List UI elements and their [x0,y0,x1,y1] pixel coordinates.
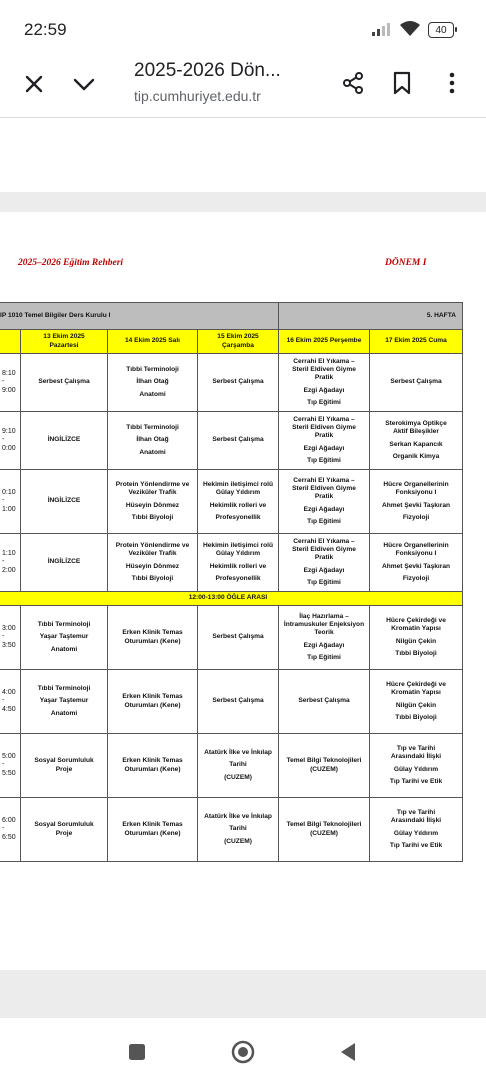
status-bar [0,0,486,58]
schedule-cell-mon [21,412,108,470]
cell-line: Hücre Organellerinin [383,481,449,489]
cell-line: Serbest Çalışma [212,378,264,386]
cell-line: Erken Klinik Temas [122,757,183,765]
cell-line: Fizyoloji [402,574,430,582]
schedule-row [0,734,463,798]
schedule-cell-fri [370,354,463,412]
cell-line: Sosyal Sorumluluk [34,757,94,765]
cell-line: Gülay Yıldırım [393,829,439,837]
cell-line: Ezgi Ağadayı [303,641,345,649]
cell-line: Ezgi Ağadayı [303,444,345,452]
schedule-cell-fri [370,606,463,670]
schedule-cell-wed [198,734,279,798]
schedule-cell-thu [279,534,370,592]
schedule-cell-tue [108,470,198,534]
cell-line: Fonksiyonu I [395,489,437,497]
cell-line: Oturumları (Kene) [124,637,181,645]
cell-line: Sterokimya Optikçe [385,420,447,428]
cell-line: Pratik [314,554,334,562]
cell-line: Serkan Kapancık [389,440,443,448]
cell-line: Kromatin Yapısı [391,625,441,633]
week-label: 5. HAFTA [279,303,463,330]
lunch-label: 12:00-13:00 ÖĞLE ARASI [0,592,463,606]
cell-line: Profesyonellik [215,574,261,582]
cell-line: Tıp ve Tarihi [396,809,436,817]
cell-line: Cerrahi El Yıkama – [293,416,355,424]
schedule-row [0,412,463,470]
cell-line: Serbest Çalışma [212,633,264,641]
page-title: 2025-2026 Dön... [134,60,281,81]
cell-line: Protein Yönlendirme ve [115,481,190,489]
cell-line: Hücre Çekirdeği ve [386,617,446,625]
cell-line: Steril Eldiven Giyme [292,424,356,432]
schedule-cell-thu [279,354,370,412]
cell-line: Ahmet Şevki Taşkıran [381,562,451,570]
cell-line: (CUZEM) [224,837,252,845]
cell-line: İNGİLİZCE [47,558,81,566]
time-slot: 4:00 - 4:50 [0,670,21,734]
schedule-cell-thu [279,606,370,670]
cell-line: Serbest Çalışma [298,697,350,705]
cell-line: Pratik [314,493,334,501]
cell-line: Steril Eldiven Giyme [292,546,356,554]
schedule-row [0,670,463,734]
cell-line: Ahmet Şevki Taşkıran [381,501,451,509]
cell-line: Sosyal Sorumluluk [34,821,94,829]
cell-line: İlaç Hazırlama – [299,613,349,621]
page-url[interactable]: tip.cumhuriyet.edu.tr [134,88,261,104]
schedule-cell-fri [370,534,463,592]
cell-line: Hüseyin Dönmez [125,501,180,509]
cell-line: Anatomi [50,645,78,653]
cell-line: Tıbbi Biyoloji [395,713,437,721]
cell-line: Pratik [314,374,334,382]
time-slot: 5:00 - 5:50 [0,734,21,798]
cell-line: Hekimlik rolleri ve [209,501,267,509]
cellular-signal-icon [372,22,394,36]
day-header-thu: 16 Ekim 2025 Perşembe [279,330,370,354]
cell-line: Kromatin Yapısı [391,689,441,697]
cell-line: Gülay Yıldırım [393,765,439,773]
wifi-icon [399,20,421,37]
cell-line: Serbest Çalışma [212,436,264,444]
day-header-row [0,330,463,354]
schedule-cell-thu [279,670,370,734]
schedule-cell-fri [370,734,463,798]
cell-line: (CUZEM) [224,773,252,781]
schedule-cell-mon [21,798,108,862]
cell-line: Veziküler Trafik [128,550,177,558]
cell-line: İntramuskuler Enjeksiyon [283,621,365,629]
cell-line: Erken Klinik Temas [122,821,183,829]
cell-line: Tıp Eğitimi [307,653,341,661]
cell-line: Tıbbi Biyoloji [131,513,174,521]
schedule-cell-thu [279,470,370,534]
cell-line: Tıp ve Tarihi [396,745,436,753]
cell-line: Proje [55,765,73,773]
battery-tip [455,27,457,32]
share-icon[interactable] [338,68,368,98]
schedule-row [0,354,463,412]
cell-line: Hekimin iletişimci rolü [203,481,273,489]
cell-line: (CUZEM) [310,829,338,837]
cell-line: Hücre Organellerinin [383,542,449,550]
cell-line: Profesyonellik [215,513,261,521]
guide-title: 2025–2026 Eğitim Rehberi [18,258,124,268]
cell-line: Temel Bilgi Teknolojileri [286,757,362,765]
cell-line: Pratik [314,432,334,440]
status-clock: 22:59 [24,20,67,39]
schedule-cell-tue [108,670,198,734]
cell-line: Tıp Tarihi ve Etik [389,841,443,849]
day-header-mon: 13 Ekim 2025 Pazartesi [21,330,108,354]
bookmark-icon[interactable] [388,68,416,98]
cell-line: Tarihi [229,825,247,833]
cell-line: Hekimin iletişimci rolü [203,542,273,550]
schedule-cell-tue [108,534,198,592]
schedule-cell-mon [21,606,108,670]
cell-line: Steril Eldiven Giyme [292,485,356,493]
schedule-cell-tue [108,606,198,670]
more-vert-icon[interactable] [440,68,464,98]
schedule-cell-mon [21,354,108,412]
cell-line: Tıbbi Terminoloji [126,366,179,374]
cell-line: Atatürk İlke ve İnkılap [204,813,272,821]
cell-line: Tıp Eğitimi [307,456,341,464]
cell-line: Anatomi [50,709,78,717]
schedule-cell-mon [21,670,108,734]
cell-line: Cerrahi El Yıkama – [293,358,355,366]
chevron-down-icon[interactable] [70,70,98,98]
cell-line: İlhan Otağ [136,378,169,386]
cell-line: İNGİLİZCE [47,497,81,505]
back-triangle-icon[interactable] [334,1038,362,1066]
time-slot: 1:10 - 2:00 [0,534,21,592]
schedule-cell-wed [198,798,279,862]
cell-line: Fizyoloji [402,513,430,521]
cell-line: Steril Eldiven Giyme [292,366,356,374]
cell-line: Tıp Eğitimi [307,578,341,586]
home-circle-icon[interactable] [228,1037,258,1067]
page-gap-bottom [0,970,486,1018]
cell-line: Tarihi [229,761,247,769]
cell-line: Organik Kimya [392,452,440,460]
cell-line: Veziküler Trafik [128,489,177,497]
cell-line: Nilgün Çekin [395,637,437,645]
cell-line: Cerrahi El Yıkama – [293,538,355,546]
time-slot: 8:10 - 9:00 [0,354,21,412]
schedule-cell-mon [21,534,108,592]
schedule-cell-wed [198,606,279,670]
schedule-cell-wed [198,354,279,412]
page-gap-top [0,192,486,212]
cell-line: Oturumları (Kene) [124,701,181,709]
cell-line: Erken Klinik Temas [122,693,183,701]
cell-line: Ezgi Ağadayı [303,566,345,574]
day-header-tue: 14 Ekim 2025 Salı [108,330,198,354]
close-icon[interactable] [20,70,48,98]
schedule-cell-wed [198,534,279,592]
cell-line: Cerrahi El Yıkama – [293,477,355,485]
cell-line: Gülay Yıldırım [215,489,261,497]
schedule-cell-tue [108,354,198,412]
schedule-cell-tue [108,798,198,862]
time-slot: 9:10 - 0:00 [0,412,21,470]
schedule-cell-thu [279,734,370,798]
battery-indicator [428,22,454,38]
cell-line: Nilgün Çekin [395,701,437,709]
schedule-cell-fri [370,412,463,470]
cell-line: Tıbbi Biyoloji [395,649,437,657]
cell-line: Anatomi [139,448,166,456]
cell-line: Serbest Çalışma [390,378,442,386]
cell-line: Tıp Eğitimi [307,517,341,525]
cell-line: İNGİLİZCE [47,436,81,444]
cell-line: Anatomi [139,390,166,398]
toolbar-divider [0,117,486,118]
time-slot: 0:10 - 1:00 [0,470,21,534]
schedule-cell-mon [21,734,108,798]
schedule-cell-thu [279,412,370,470]
cell-line: Hüseyin Dönmez [125,562,180,570]
battery-level: 40 [435,24,447,36]
schedule-row [0,798,463,862]
cell-line: Tıbbi Terminoloji [126,424,179,432]
system-nav-bar [0,1018,486,1080]
course-header-row [0,303,463,330]
schedule-cell-fri [370,798,463,862]
cell-line: Yaşar Taştemur [39,633,89,641]
cell-line: Erken Klinik Temas [122,629,183,637]
schedule-row [0,534,463,592]
schedule-cell-mon [21,470,108,534]
recents-square-icon[interactable] [123,1038,151,1066]
cell-line: Tıp Eğitimi [307,398,341,406]
time-header [0,330,21,354]
schedule-cell-wed [198,470,279,534]
schedule-cell-thu [279,798,370,862]
cell-line: Proje [55,829,73,837]
schedule-cell-tue [108,734,198,798]
cell-line: Tıbbi Terminoloji [37,685,91,693]
schedule-cell-tue [108,412,198,470]
cell-line: Oturumları (Kene) [124,765,181,773]
cell-line: Temel Bilgi Teknolojileri [286,821,362,829]
schedule-cell-wed [198,670,279,734]
cell-line: Atatürk İlke ve İnkılap [204,749,272,757]
lunch-row [0,592,463,606]
cell-line: Serbest Çalışma [38,378,90,386]
cell-line: Ezgi Ağadayı [303,386,345,394]
cell-line: Arasındaki İlişki [390,817,442,825]
cell-line: Hücre Çekirdeği ve [386,681,446,689]
cell-line: Teorik [314,629,334,637]
cell-line: İlhan Otağ [136,436,169,444]
day-header-wed: 15 Ekim 2025 Çarşamba [198,330,279,354]
schedule-cell-fri [370,470,463,534]
day-header-fri: 17 Ekim 2025 Cuma [370,330,463,354]
cell-line: Hekimlik rolleri ve [209,562,267,570]
course-title: IP 1010 Temel Bilgiler Ders Kurulu I [0,303,279,330]
cell-line: Oturumları (Kene) [124,829,181,837]
cell-line: (CUZEM) [310,765,338,773]
cell-line: Aktif Bileşikler [393,428,439,436]
cell-line: Fonksiyonu I [395,550,437,558]
cell-line: Arasındaki İlişki [390,753,442,761]
schedule-cell-fri [370,670,463,734]
schedule-table [0,302,463,862]
cell-line: Yaşar Taştemur [39,697,89,705]
schedule-cell-wed [198,412,279,470]
cell-line: Tıbbi Biyoloji [131,574,174,582]
cell-line: Gülay Yıldırım [215,550,261,558]
term-label: DÖNEM I [385,258,427,268]
cell-line: Tıp Tarihi ve Etik [389,777,443,785]
cell-line: Ezgi Ağadayı [303,505,345,513]
schedule-row [0,470,463,534]
cell-line: Protein Yönlendirme ve [115,542,190,550]
cell-line: Serbest Çalışma [212,697,264,705]
time-slot: 3:00 - 3:50 [0,606,21,670]
time-slot: 6:00 - 6:50 [0,798,21,862]
schedule-row [0,606,463,670]
cell-line: Tıbbi Terminoloji [37,621,91,629]
